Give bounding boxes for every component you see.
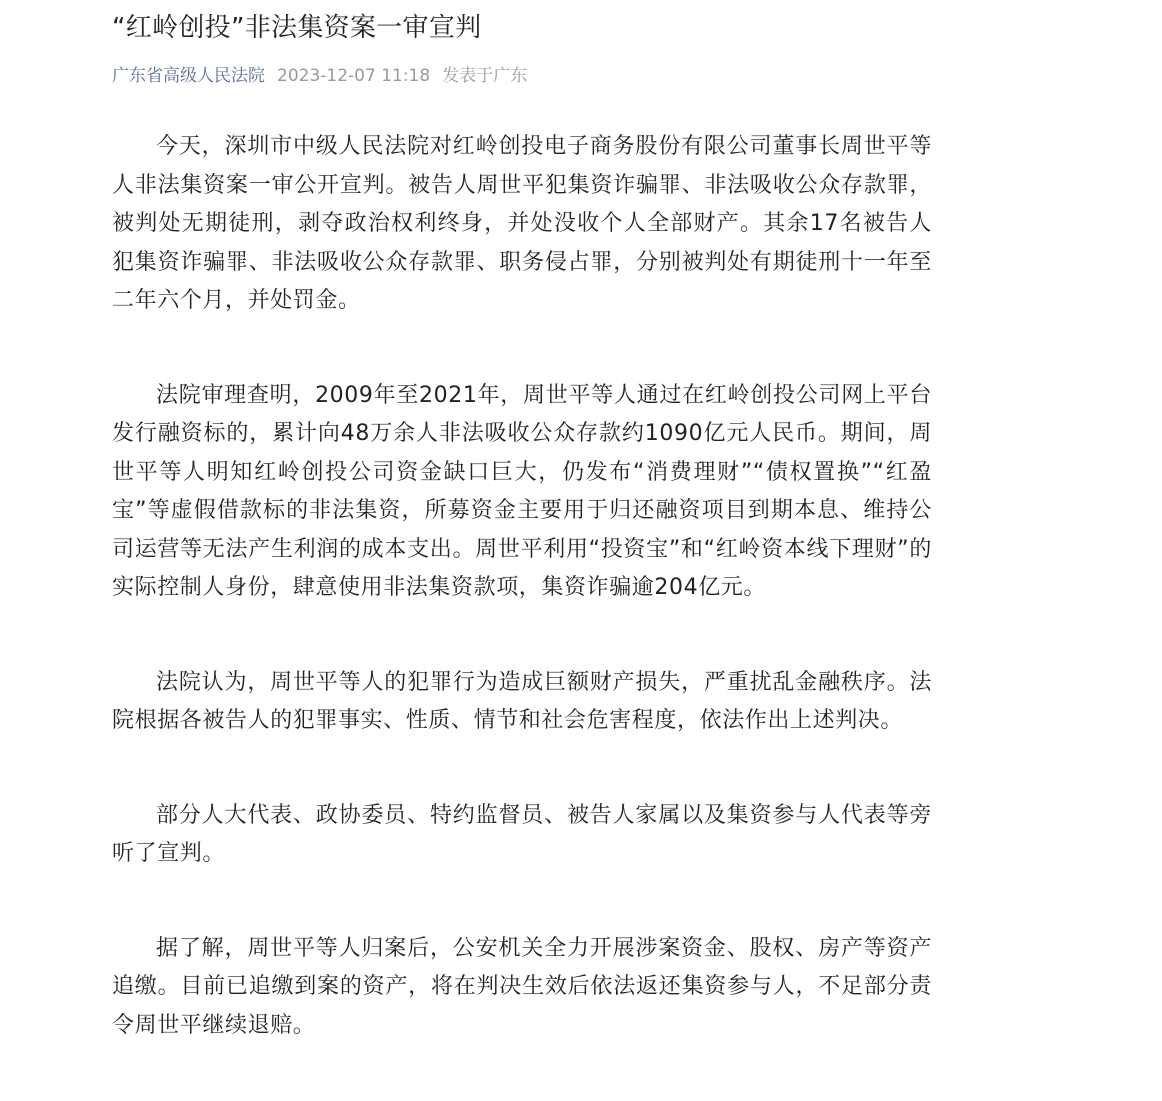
author-link[interactable]: 广东省高级人民法院 [112, 66, 265, 86]
article-meta [112, 64, 932, 88]
article-body [112, 128, 932, 1045]
publish-location: 发表于广东 [442, 66, 528, 86]
article-container [112, 0, 932, 1101]
paragraph-attendees: 部分人大代表、政协委员、特约监督员、被告人家属以及集资参与人代表等旁听了宣判。 [112, 802, 932, 866]
article-title: “红岭创投”非法集资案一审宣判 [112, 13, 482, 43]
paragraph-verdict: 今天，深圳市中级人民法院对红岭创投电子商务股份有限公司董事长周世平等人非法集资案一审公开宣判。被告人周世平犯集资诈骗罪、非法吸收公众存款罪，被判处无期徒刑，剥夺政治权利终身，并处没收个人全部财产。其余17名被告人犯集资诈骗罪、非法吸收公众存款罪、职务侵占罪，分别被判处有期徒刑十一年至二年六个月，并处罚金。 [112, 134, 932, 313]
paragraph-asset-recovery: 据了解，周世平等人归案后，公安机关全力开展涉案资金、股权、房产等资产追缴。目前已追缴到案的资产，将在判决生效后依法返还集资参与人，不足部分责令周世平继续退赔。 [112, 935, 932, 1038]
paragraph-findings: 法院审理查明，2009年至2021年，周世平等人通过在红岭创投公司网上平台发行融资标的，累计向48万余人非法吸收公众存款约1090亿元人民币。期间，周世平等人明知红岭创投公司资金缺口巨大，仍发布“消费理财”“债权置换”“红盈宝”等虚假借款标的非法集资，所募资金主要用于归还融资项目到期本息、维持公司运营等无法产生利润的成本支出。周世平利用“投资宝”和“红岭资本线下理财”的实际控制人身份，肆意使用非法集资款项，集资诈骗逾204亿元。 [112, 382, 932, 600]
paragraph-court-opinion: 法院认为，周世平等人的犯罪行为造成巨额财产损失，严重扰乱金融秩序。法院根据各被告人的犯罪事实、性质、情节和社会危害程度，依法作出上述判决。 [112, 669, 932, 733]
publish-time: 2023-12-07 11:18 [277, 66, 431, 86]
